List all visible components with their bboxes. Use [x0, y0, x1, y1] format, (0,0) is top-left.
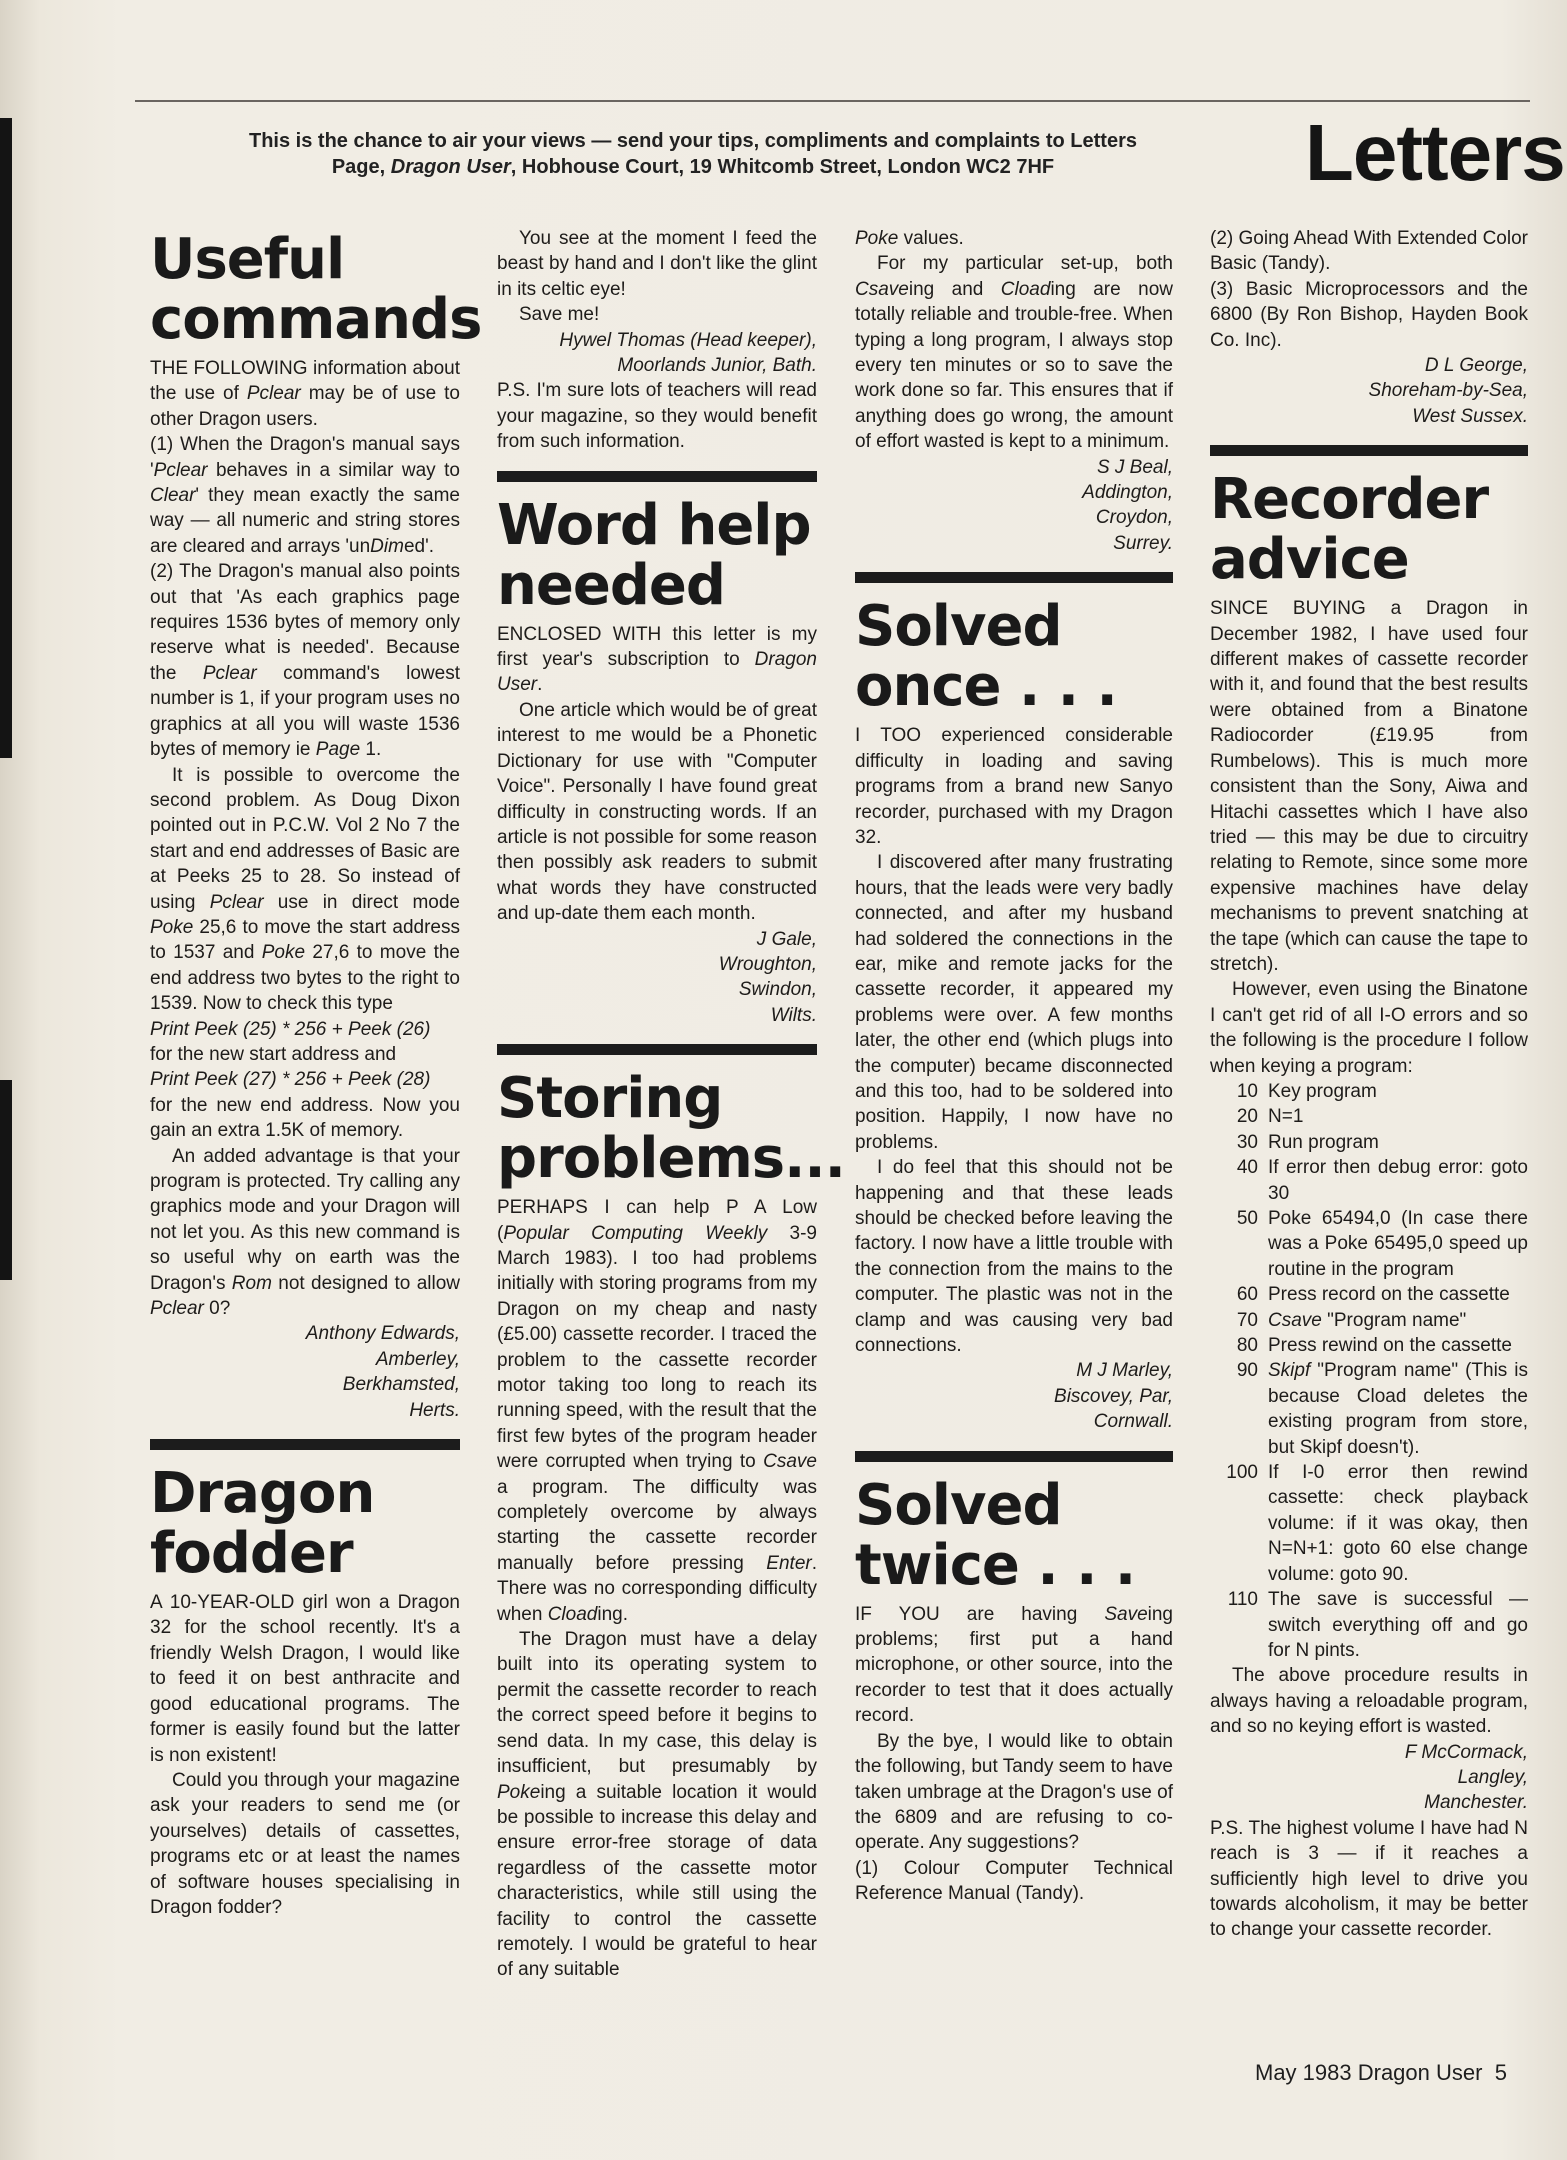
text: Page [315, 739, 361, 761]
page-title: Letters [1305, 108, 1565, 197]
text: (2) The Dragon's manual also points out that 'As each graphics page requires 1536 bytes of memory only reserve what is needed'. Because the [150, 561, 460, 684]
text: It is possible to overcome the second problem. As Doug Dixon pointed out in P.C.W. Vol 2 No 7 the start and end addresses of Basic are at Peeks 25 to 28. So instead of using [150, 764, 460, 913]
paragraph: By the bye, I would like to obtain the following, but Tandy seem to have taken umbrage at the Dragon's use of the 6809 and are refusing to co-operate. Any suggestions? [855, 1730, 1173, 1854]
paragraph [150, 356, 460, 432]
program-line [1210, 1130, 1528, 1155]
line-text: If I-0 error then rewind cassette: check playback volume: if it was okay, then N=N+1: goto 60 else change volume: goto 90. [1268, 1462, 1528, 1585]
paragraph [150, 432, 460, 559]
text: Pclear [202, 662, 257, 684]
section-rule [1210, 445, 1528, 456]
text: ed'. [403, 535, 434, 557]
text: Pclear [153, 459, 208, 481]
line-number: 70 [1236, 1309, 1258, 1331]
paragraph [150, 559, 460, 762]
paragraph [150, 1144, 460, 1322]
intro-address: , Hobhouse Court, 19 Whitcomb Street, London WC2 7HF [510, 156, 1055, 178]
code: Print Peek (25) * 256 + Peek (26) [150, 1018, 431, 1040]
paragraph [855, 1602, 1173, 1729]
text: Csave [1268, 1309, 1322, 1331]
program-line [1210, 1308, 1528, 1333]
intro-text [138, 128, 1248, 180]
text: ing problems; first put a hand microphone, or other source, into the recorder to test that it does actually record. [855, 1603, 1173, 1727]
sig-line: Cornwall. [1093, 1411, 1173, 1433]
text: use in direct mode [263, 891, 460, 913]
intro-line-2 [138, 154, 1248, 180]
line-text: Press record on the cassette [1268, 1284, 1510, 1306]
text: ENCLOSED WITH this letter is my first year's subscription to [497, 623, 817, 671]
text: 1. [360, 739, 382, 761]
line-text: N=1 [1268, 1106, 1304, 1128]
text: Pclear [150, 1298, 204, 1320]
signature [855, 1358, 1173, 1434]
letter-title: Word help needed [497, 492, 811, 618]
text: "Program name" [1321, 1309, 1467, 1331]
text: IF YOU are having [855, 1603, 1105, 1625]
paragraph: for the new end address. Now you gain an extra 1.5K of memory. [150, 1094, 460, 1142]
line-number: 100 [1226, 1462, 1258, 1484]
text: 3-9 March 1983). I too had problems initially with storing programs from my Dragon on my cheap and nasty (£5.00) cassette recorder. I traced the problem to the cassette recorder motor taking too long to reach its running speed, with the result that the first few bytes of the program header were corrupted when trying to [497, 1222, 817, 1473]
sig-line: F McCormack, [1404, 1741, 1528, 1763]
paragraph: The above procedure results in always having a reloadable program, and so no keying effort is wasted. [1210, 1665, 1528, 1738]
letter-title: Dragon fodder [150, 1461, 375, 1587]
line-text: Press rewind on the cassette [1268, 1335, 1512, 1357]
text: The Dragon must have a delay built into its operating system to permit the cassette recorder to reach the correct speed before it begins to send data. In my case, this delay is insufficient, but presumably by [497, 1629, 817, 1778]
paragraph: P.S. I'm sure lots of teachers will read your magazine, so they would benefit from such information. [497, 380, 817, 453]
text: not designed to allow [271, 1272, 460, 1294]
intro-text-part: Page, [331, 156, 391, 178]
text: Dim [370, 535, 404, 557]
line-number: 30 [1236, 1131, 1258, 1153]
text: For my particular set-up, both [877, 253, 1173, 275]
paragraph [497, 1195, 817, 1627]
section-rule [497, 471, 817, 482]
magazine-name: Dragon User [390, 156, 511, 178]
section-rule [497, 1044, 817, 1055]
program-line [1210, 1282, 1528, 1307]
line-text [1268, 1358, 1528, 1460]
text: 27,6 to move the end address two bytes to the right to 1539. Now to check this type [150, 942, 460, 1015]
text: . There was no corresponding difficulty when [497, 1552, 817, 1625]
column-2 [497, 226, 845, 1983]
sig-line: Herts. [409, 1399, 460, 1421]
sig-line: Anthony Edwards, [305, 1323, 460, 1345]
line-text: Run program [1268, 1131, 1379, 1153]
sig-line: Moorlands Junior, Bath. [617, 355, 817, 377]
paragraph: You see at the moment I feed the beast by hand and I don't like the glint in its celtic eye! [497, 228, 817, 300]
left-edge-bar [0, 1080, 12, 1280]
text: Pclear [209, 891, 264, 913]
text: Poke [497, 1781, 541, 1803]
paragraph: Save me! [519, 304, 600, 326]
line-number: 10 [1236, 1080, 1258, 1102]
page-footer [1255, 2060, 1507, 2086]
paragraph [497, 622, 817, 698]
sig-line: Manchester. [1424, 1792, 1528, 1814]
column-3 [855, 226, 1173, 1907]
sig-line: Addington, [1082, 482, 1173, 504]
line-number: 80 [1236, 1335, 1258, 1357]
sig-line: West Sussex. [1412, 405, 1528, 427]
line-text: Key program [1268, 1080, 1377, 1102]
text: command's lowest number is 1, if your program uses no graphics at all you will waste 1536 bytes of memory ie [150, 662, 460, 761]
paragraph [497, 1627, 817, 1983]
text: ing and [908, 278, 1001, 300]
program-line [1210, 1206, 1528, 1282]
paragraph: I do feel that this should not be happening and that these leads should be checked before leaving the factory. I now have a little trouble with the connection from the mains to the computer. The plastic was not in the clamp and was causing very bad connections. [855, 1157, 1173, 1357]
text: 25,6 to move the start address to 1537 and [150, 916, 460, 964]
line-number: 50 [1236, 1208, 1258, 1229]
line-number: 60 [1236, 1284, 1258, 1306]
program-line [1210, 1358, 1528, 1460]
text: THE FOLLOWING information about the use of [150, 358, 460, 405]
sig-line: M J Marley, [1076, 1360, 1173, 1382]
sig-line: Berkhamsted, [342, 1374, 460, 1396]
program-line [1210, 1333, 1528, 1358]
paragraph: I discovered after many frustrating hours, that the leads were very badly connected, and after my husband had soldered the connections in the ear, mike and remote jacks for the cassette recorder, it appeared my problems were over. A few months later, the other end (which plugs into the computer) became disconnected and this too, had to be soldered into position. Happily, I now have no problems. [855, 852, 1173, 1153]
sig-line: D L George, [1424, 355, 1528, 377]
program-line [1210, 1104, 1528, 1129]
text: a program. The difficulty was completely overcome by always starting the cassette recorder manually before pressing [497, 1476, 817, 1574]
program-line [1210, 1460, 1528, 1587]
letter-title: Solved once . . . [855, 594, 1117, 720]
text: PERHAPS I can help P A Low ( [497, 1197, 817, 1244]
text: 0? [203, 1298, 231, 1320]
column-4 [1210, 226, 1528, 1943]
paragraph: One article which would be of great interest to me would be a Phonetic Dictionary for use with "Computer Voice". Personally I have found great difficulty in constructing words. If an article is not possible for some reason then possibly ask readers to submit what words they have constructed and up-date them each month. [497, 699, 817, 925]
letter-title: Storing problems... [497, 1066, 845, 1192]
sig-line: Amberley, [375, 1348, 460, 1370]
text: ' they mean exactly the same way — all numeric and string stores are cleared and arrays 'un [150, 485, 460, 557]
text: ing a suitable location it would be possible to increase this delay and ensure error-free storage of data regardless of the cassette motor characteristics, while still using the facility to control the cassette remotely. I would be grateful to hear of any suitable [497, 1781, 817, 1981]
letter-title: Recorder advice [1210, 467, 1489, 593]
intro-line-1: This is the chance to air your views — send your tips, compliments and complaints to Letters [249, 130, 1137, 152]
section-rule [855, 1451, 1173, 1462]
sig-line: Wilts. [770, 1004, 817, 1026]
code-line [150, 1017, 460, 1042]
text: Csave [855, 278, 909, 300]
text: Cload [547, 1603, 598, 1625]
text: Popular Computing Weekly [503, 1222, 768, 1244]
sig-line: Hywel Thomas (Head keeper), [559, 329, 817, 351]
sig-line: Swindon, [738, 979, 817, 1001]
line-text: If error then debug error: goto 30 [1268, 1157, 1528, 1204]
text: values. [898, 228, 964, 249]
paragraph [855, 251, 1173, 454]
sig-line: Biscovey, Par, [1054, 1385, 1173, 1407]
paragraph: However, even using the Binatone I can't get rid of all I-O errors and so the following is the procedure I follow when keying a program: [1210, 979, 1528, 1077]
code-line [150, 1067, 460, 1092]
text: ing. [597, 1603, 628, 1625]
text: ing are now totally reliable and trouble-free. When typing a long program, I always stop every ten minutes or so to save the work done so far. This ensures that if anything does go wrong, the amount of effort wasted is kept to a minimum. [855, 278, 1173, 453]
line-number: 40 [1236, 1157, 1258, 1179]
signature [1210, 353, 1528, 429]
line-number: 110 [1227, 1589, 1258, 1611]
paragraph: A 10-YEAR-OLD girl won a Dragon 32 for the school recently. It's a friendly Welsh Dragon, I would like to feed it on best anthracite and good educational programs. The former is easily found but the latter is non existent! [150, 1592, 460, 1766]
signature [497, 328, 817, 379]
sig-line: Croydon, [1095, 507, 1173, 529]
text: Rom [231, 1272, 272, 1294]
signature [855, 455, 1173, 557]
paragraph: Could you through your magazine ask your readers to send me (or yourselves) details of cassettes, programs etc or at least the names of software houses specialising in Dragon fodder? [150, 1769, 460, 1918]
text: Pclear [246, 383, 301, 405]
left-edge-bar [0, 118, 12, 758]
signature [150, 1321, 460, 1423]
paragraph: P.S. The highest volume I have had N reach is 3 — if it reaches a sufficiently high level to drive you towards alcoholism, it may be better to change your cassette recorder. [1210, 1817, 1528, 1941]
list-item: (2) Going Ahead With Extended Color Basic (Tandy). [1210, 228, 1528, 275]
sig-line: Shoreham-by-Sea, [1368, 380, 1528, 402]
issue-label: May 1983 Dragon User [1255, 2060, 1483, 2085]
text: Poke [855, 228, 899, 249]
section-rule [150, 1439, 460, 1450]
paragraph: I TOO experienced considerable difficulty in loading and saving programs from a brand new Sanyo recorder, purchased with my Dragon 32. [855, 725, 1173, 848]
section-rule [855, 572, 1173, 583]
line-text: Poke 65494,0 (In case there was a Poke 65495,0 speed up routine in the program [1268, 1208, 1528, 1280]
text: (1) When the Dragon's manual says ' [150, 434, 460, 481]
sig-line: Surrey. [1113, 532, 1173, 554]
text: . [537, 674, 543, 696]
sig-line: S J Beal, [1096, 456, 1173, 478]
text: behaves in a similar way to [207, 459, 460, 481]
text: Clear [150, 485, 196, 507]
line-text: The save is successful — switch everything off and go for N pints. [1268, 1589, 1528, 1661]
line-number: 20 [1236, 1106, 1258, 1128]
program-line [1210, 1079, 1528, 1104]
text: Dragon User [497, 649, 817, 696]
paragraph: for the new start address and [150, 1043, 397, 1065]
text: Poke [261, 942, 306, 964]
text: Csave [763, 1451, 817, 1473]
program-line [1210, 1587, 1528, 1663]
letter-title: Useful commands [150, 227, 482, 352]
top-rule [135, 100, 1530, 102]
paragraph [150, 763, 460, 1017]
text: Skipf [1268, 1360, 1311, 1382]
line-number: 90 [1236, 1360, 1258, 1382]
line-text [1268, 1308, 1528, 1333]
sig-line: Langley, [1457, 1766, 1528, 1788]
page-number: 5 [1494, 2060, 1507, 2085]
code: Print Peek (27) * 256 + Peek (28) [150, 1069, 431, 1091]
text: Poke [150, 916, 194, 938]
paragraph [855, 226, 1173, 251]
text: Save [1104, 1603, 1148, 1625]
column-1 [150, 226, 482, 1920]
text: Enter [766, 1552, 812, 1574]
list-item: (3) Basic Microprocessors and the 6800 (By Ron Bishop, Hayden Book Co. Inc). [1210, 278, 1528, 351]
program-listing [1210, 1079, 1528, 1663]
sig-line: Wroughton, [718, 953, 817, 975]
text: "Program name" (This is because Cload deletes the existing program from store, but Skipf doesn't). [1268, 1360, 1528, 1458]
paragraph: SINCE BUYING a Dragon in December 1982, I have used four different makes of cassette recorder with it, and found that the best results were obtained from a Binatone Radiocorder (£19.95 from Rumbelows). This is much more consistent than the Sony, Aiwa and Hitachi cassettes which I have also tried — this may be due to circuitry relating to Remote, since some more expensive machines have delay mechanisms to prevent snatching at the tape (which can cause the tape to stretch). [1210, 598, 1528, 975]
text: may be of use to other Dragon users. [150, 383, 461, 430]
signature [497, 927, 817, 1029]
text: An added advantage is that your program is protected. Try calling any graphics mode and your Dragon will not let you. As this new command is so useful why on earth was the Dragon's [150, 1145, 460, 1294]
program-line [1210, 1155, 1528, 1206]
list-item: (1) Colour Computer Technical Reference Manual (Tandy). [855, 1857, 1173, 1905]
sig-line: J Gale, [756, 928, 817, 950]
text: Cload [1000, 278, 1051, 300]
letter-title: Solved twice . . . [855, 1472, 1136, 1598]
signature [1210, 1740, 1528, 1816]
